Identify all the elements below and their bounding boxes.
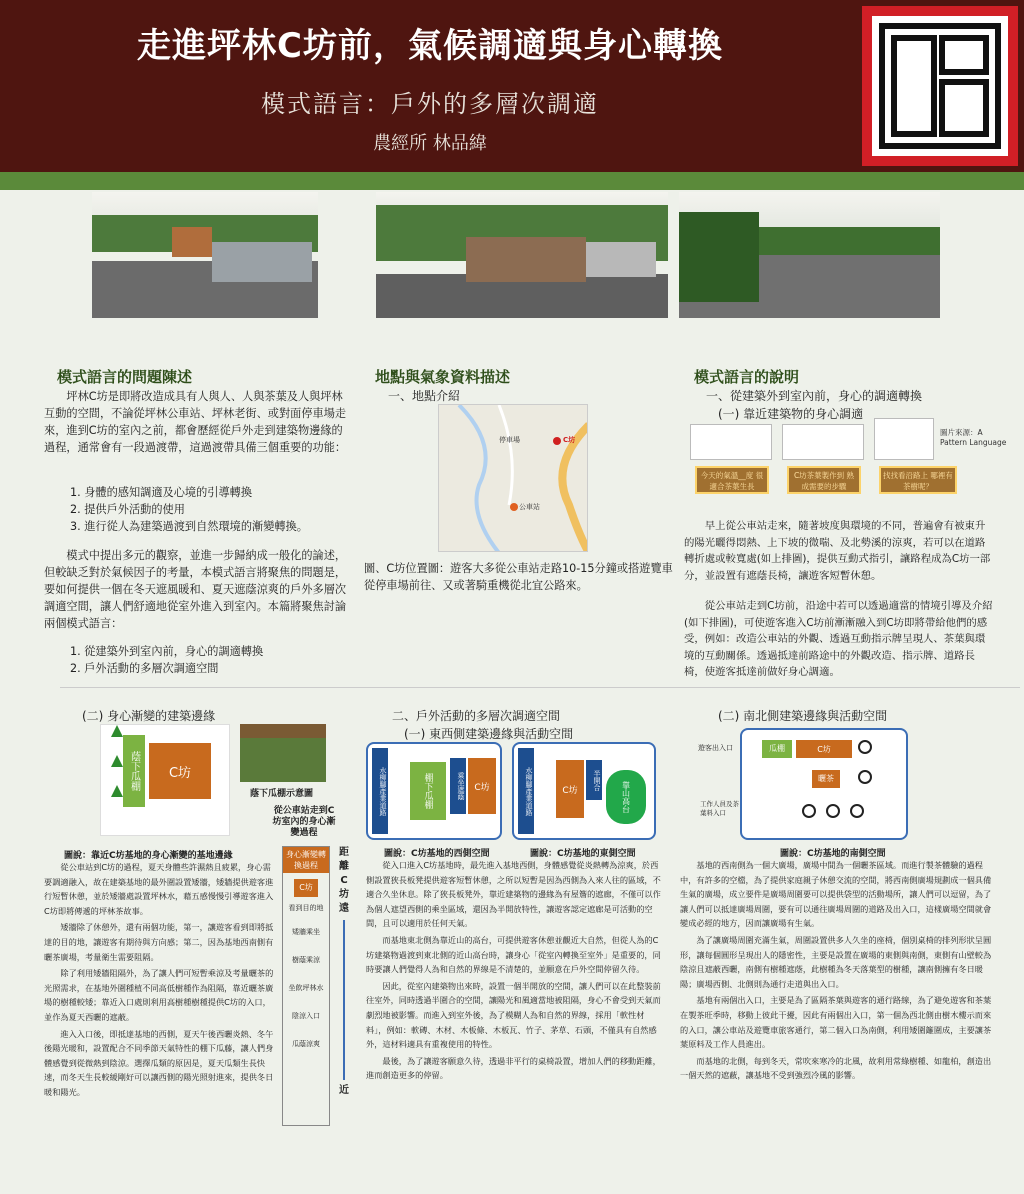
seat-circle	[826, 804, 840, 818]
sign-3: 找找看沿路上 哪裡有茶樹呢？	[879, 466, 957, 494]
pattern-sketch-1	[690, 424, 772, 460]
process-step: 陰涼入口	[292, 1012, 320, 1020]
b1-site-diagram	[100, 724, 230, 836]
b1-para: 矮牆除了休憩外，還有兩個功能，第一，讓遊客看到即將抵達的目的地，讓遊客有期待與方向感；第二，因為基地西南側有曬茶廣場，考量衛生需要阻隔。	[44, 922, 274, 962]
map-svg	[439, 405, 588, 552]
process-cfang: C坊	[294, 879, 318, 897]
location-map	[438, 404, 588, 552]
image-source: 圖片來源：A Pattern Language	[940, 428, 1007, 447]
section-divider	[60, 687, 1020, 688]
logo	[862, 6, 1018, 166]
col1-heading: 模式語言的問題陳述	[57, 368, 193, 386]
process-step: 看到目的地	[288, 904, 324, 912]
list-item: 1. 從建築外到室內前，身心的調適轉換	[70, 645, 264, 658]
b1-process-title: 從公車站走到C坊室內的身心漸變過程	[272, 806, 336, 838]
b2-east-diagram	[512, 742, 656, 840]
b2-d1-tan: 乘坐遮蔭	[450, 758, 466, 814]
seat-circle	[850, 804, 864, 818]
process-step: 矮牆乘坐	[292, 928, 320, 936]
site-photo-2	[376, 192, 668, 318]
b2-para: 最後，為了讓遊客願意久待，透過非平行的桌椅設置，增加人們的移動距離，進而創造更多的停留。	[366, 1055, 661, 1081]
b1-caption: 圖說：靠近C坊基地的身心漸變的基地邊緣	[64, 851, 233, 861]
b3-heading: (二) 南北側建築邊緣與活動空間	[718, 709, 888, 723]
b2-subheading: (一) 東西側建築邊緣與活動空間	[404, 727, 574, 741]
distance-char: 坊	[339, 889, 349, 900]
process-step: 樹蔭乘涼	[292, 956, 320, 964]
b2-cap1: 圖說：C坊基地的西側空間	[384, 849, 490, 859]
b2-d2-orange: C坊	[556, 760, 584, 818]
pattern-sketch-3	[874, 418, 934, 460]
col2-subheading: 一、地點介紹	[388, 389, 461, 403]
col1-list2	[70, 643, 360, 677]
col3-para1: 早上從公車站走來，隨著坡度與環境的不同，普遍會有被東升的陽光曬得悶熱、上下坡的微喘、及北勢溪的涼爽，若可以在道路轉折處或較寬處(如上排圖)，提供互動式指引，讓路程成為C坊一部分，並設置有遮蔭長椅，讓遊客短暫休憩。	[684, 520, 991, 582]
b3-cfang: C坊	[796, 740, 852, 758]
process-header: 身心漸變轉換過程	[283, 847, 329, 873]
seat-circle	[858, 740, 872, 754]
col1-para1: 坪林C坊是即將改造成具有人與人、人與茶葉及人與坪林互動的空間，不論從坪林公車站、坪林老街、或對面停車場走來，進到C坊的室內之前，都會歷經從戶外走到建築物邊緣的過程，通常會有一段過渡帶，這過渡帶具備三個重要的功能：	[44, 390, 347, 454]
col3-sub1: 一、從建築外到室內前，身心的調適轉換	[706, 389, 923, 403]
site-photo-1	[92, 192, 318, 318]
col3-heading: 模式語言的說明	[694, 368, 800, 386]
b3-tea: 曬茶	[812, 770, 840, 788]
b2-para: 因此，從室內建築物出來時，設置一個半開放的空間，讓人們可以在此整裝前往室外，同時透過半圍合的空間，讓陽光和風適當地被阻隔，身心不會受到天氣而劇烈地被影響。而進入到室外後，為了模糊人為和自然的界線，採用「軟性材料」，例如：軟磚、木材、木板條、木板瓦、竹子、茅草、石頭，不僅具有自然感外，這材料適具有重複使用的特性。	[366, 980, 661, 1050]
b1-diagram-orange: C坊	[149, 743, 211, 799]
green-band	[0, 172, 1024, 190]
b1-process-column	[282, 846, 330, 1126]
col3-para2: 從公車站走到C坊前，沿途中若可以透過適當的情境引導及介紹(如下排圖)，可使遊客進入C坊前漸漸融入到C坊即將帶給他們的感受，例如：改造公車站的外觀、透過互動指示牌呈現人、茶葉與環境的互動關係。透過抵達前路途中的外觀改造、指示牌、道路長椅，使遊客抵達前做好身心調適。	[684, 600, 993, 679]
sign-1: 今天的氣溫__度 很適合茶葉生長	[695, 466, 769, 494]
poster-title: 走進坪林C坊前，氣候調適與身心轉換	[137, 26, 723, 66]
distance-char: C	[340, 875, 348, 886]
b3-para: 而基地的北側，每到冬天，常吹來寒冷的北風，故利用常綠樹種、如龍柏，創造出一個天然的遮蔽，讓基地不受到強烈冷風的影響。	[680, 1055, 992, 1081]
b2-text	[366, 858, 662, 1083]
b3-caption: 圖說：C坊基地的南側空間	[780, 849, 886, 859]
b1-text	[44, 860, 278, 1100]
poster-author: 農經所 林品緯	[373, 133, 487, 154]
b1-para: 進入入口後，即抵達基地的西側，夏天午後西曬炎熱、冬午後陽光暖和，設置配合不同季節天氣特性的棚下瓜藤，讓人們身體感覺到從微熱到陰涼。選擇瓜類的原因是，夏天瓜類生長快速，而冬天生長較緩剛好可以讓西側的陽光照射進來，提供冬日暖和陽光。	[44, 1028, 274, 1097]
b1-photo-caption: 蔭下瓜棚示意圖	[250, 789, 314, 799]
distance-char: 離	[339, 861, 349, 872]
logo-mark	[872, 16, 1008, 156]
col2-heading: 地點與氣象資料描述	[375, 368, 511, 386]
b2-heading: 二、戶外活動的多層次調適空間	[392, 709, 561, 723]
distance-char: 距	[339, 847, 349, 858]
b2-west-diagram	[366, 742, 502, 840]
map-label-parking: 停車場	[499, 436, 520, 444]
b1-heading: (二) 身心漸變的建築邊緣	[82, 709, 216, 723]
list-item: 2. 戶外活動的多層次調適空間	[70, 662, 219, 675]
b2-para: 而基地東北側為靠近山的高台，可提供遊客休憩並觀近大自然，但從人為的C坊建築物過渡到東北側的近山高台時，讓身心「從室內轉換至室外」是重要的，同時要讓人們覺得人為和自然的界線是不清楚的，並願意在戶外空間停留久待。	[366, 934, 661, 975]
b2-para: 從入口進入C坊基地時，最先進入基地西側，身體感覺從炎熱轉為涼爽，於西側設置狹長板凳提供遊客短暫休憩，之所以短暫是因為西側為入來人往的區域，不適合久坐休息。除了狹長板凳外，靠近建築物的邊緣為有屋簷的遮廊，不僅可以作為個人遮望西側的乘坐區域，還因為半開放特性，讓遊客認定遮廊是可活動的空間，且可以適用於任何天氣。	[366, 860, 661, 929]
road-label: 水柳腳產業道路	[372, 748, 388, 834]
site-photo-3	[679, 192, 940, 318]
pattern-sketch-2	[782, 424, 864, 460]
list-item: 2. 提供戶外活動的使用	[70, 503, 185, 516]
col1-para2: 模式中提出多元的觀察，並進一步歸納成一般化的論述，但較缺乏對於氣候因子的考量，本模式語言將聚焦的問題是，要如何提供一個在冬天遮風暖和、夏天遮蔭涼爽的戶外多層次調適空間，讓人們舒適地從室外進入到室內。本篇將聚焦討論兩個模式語言：	[44, 549, 347, 630]
map-label-cfang: C坊	[563, 436, 576, 444]
b3-para: 為了讓廣場周圍充滿生氣，周圍設置供多人久坐的座椅，個別桌椅的排列形狀呈圓形，讓每個圓形呈現出人的隱密性，主要是設置在廣場的東側與南側，東側有山壁較為陰涼且遮蔽西曬，南側有樹種遮蔭，此樹種為冬天落葉型的樹種，讓南側擁有冬日暖陽；廣場西側、北側則為通行走道與出入口。	[680, 934, 992, 989]
b2-cap2: 圖說：C坊基地的東側空間	[530, 849, 636, 859]
col1-list1	[70, 484, 360, 535]
b2-d1-green: 棚下瓜棚	[410, 762, 446, 820]
process-step: 坐飲坪林水	[288, 984, 324, 992]
list-item: 3. 進行從人為建築過渡到自然環境的漸變轉換。	[70, 520, 308, 533]
b3-para: 基地的西南側為一個大廣場，廣場中間為一個曬茶區域。而進行製茶體驗的過程中，有許多的空檔，為了提供家庭親子休憩交流的空間，將西南側廣場規劃成一個具備生氣的廣場，成立要件是廣場周圍要可以提供袋型的活動場所，讓人們可以逗留，為了讓人們可以抵達廣場周圍，要有可以通往廣場周圍的道路及出入口，這樣廣場空間就會變成必經的地方，因而讓廣場有生氣。	[680, 860, 992, 929]
sign-2: C坊茶葉製作到 熟成需要的步驟	[787, 466, 861, 494]
seat-circle	[858, 770, 872, 784]
distance-arrow	[343, 920, 345, 1080]
distance-char: 遠	[339, 903, 349, 914]
distance-scale	[336, 846, 352, 1098]
process-step: 瓜蔭涼爽	[292, 1040, 320, 1048]
seat-circle	[802, 804, 816, 818]
b3-text	[680, 858, 992, 1083]
col2-map-caption: 圖、C坊位置圖：遊客大多從公車站走路10-15分鐘或搭遊覽車從停車場前往、又或著騎重機從北宜公路來。	[364, 562, 673, 592]
col3-sub2: (一) 靠近建築物的身心調適	[718, 407, 864, 421]
b2-d2-green: 靠山高台	[606, 770, 646, 824]
b2-d2-half: 半開合	[586, 760, 602, 800]
b3-melon: 瓜棚	[762, 740, 792, 758]
list-item: 1. 身體的感知調適及心境的引導轉換	[70, 486, 253, 499]
b3-staff-label: 工作人員及茶葉料入口	[700, 800, 739, 817]
b1-diagram-green: 蔭下瓜棚	[123, 735, 145, 807]
map-label-bus: 公車站	[519, 503, 540, 511]
b1-para: 除了利用矮牆阻隔外，為了讓人們可短暫乘涼及考量曬茶的光照需求，在基地外圍種植不同高低樹種作為阻隔，靠近曬茶廣場的樹種較矮；靠近入口處則利用高樹種樹種提供C坊的入口，並作為夏天西曬的遮蔽。	[44, 968, 274, 1022]
b2-d1-orange: C坊	[468, 758, 496, 814]
distance-char: 近	[339, 1085, 349, 1096]
poster-subtitle: 模式語言：戶外的多層次調適	[261, 90, 599, 118]
b1-para: 從公車站到C坊的過程，夏天身體些許濕熱且疲累，身心需要調適融入，故在建築基地的最外圍設置矮牆，矮牆提供遊客進行短暫休憩，並於矮牆處設置坪林水，藉五感慢慢引導遊客進入C坊即將傳遞的坪林茶故事。	[44, 862, 274, 916]
b1-melon-photo	[240, 724, 326, 782]
b3-entry-label: 遊客出入口	[698, 744, 733, 752]
b3-para: 基地有兩個出入口，主要是為了區隔茶葉與遊客的通行路線，為了避免遊客和茶葉在製茶旺季時，移動上彼此干擾，因此有兩個出入口，第一個為西北側由樹木樓示而來的入口，讓公車站及遊覽車旅客通行，第二個入口為南側，利用矮圍籬圍成，主要讓茶葉原料及工作人員進出。	[680, 995, 992, 1050]
b3-south-diagram	[740, 728, 908, 840]
road-label: 水柳腳產業道路	[518, 748, 534, 834]
